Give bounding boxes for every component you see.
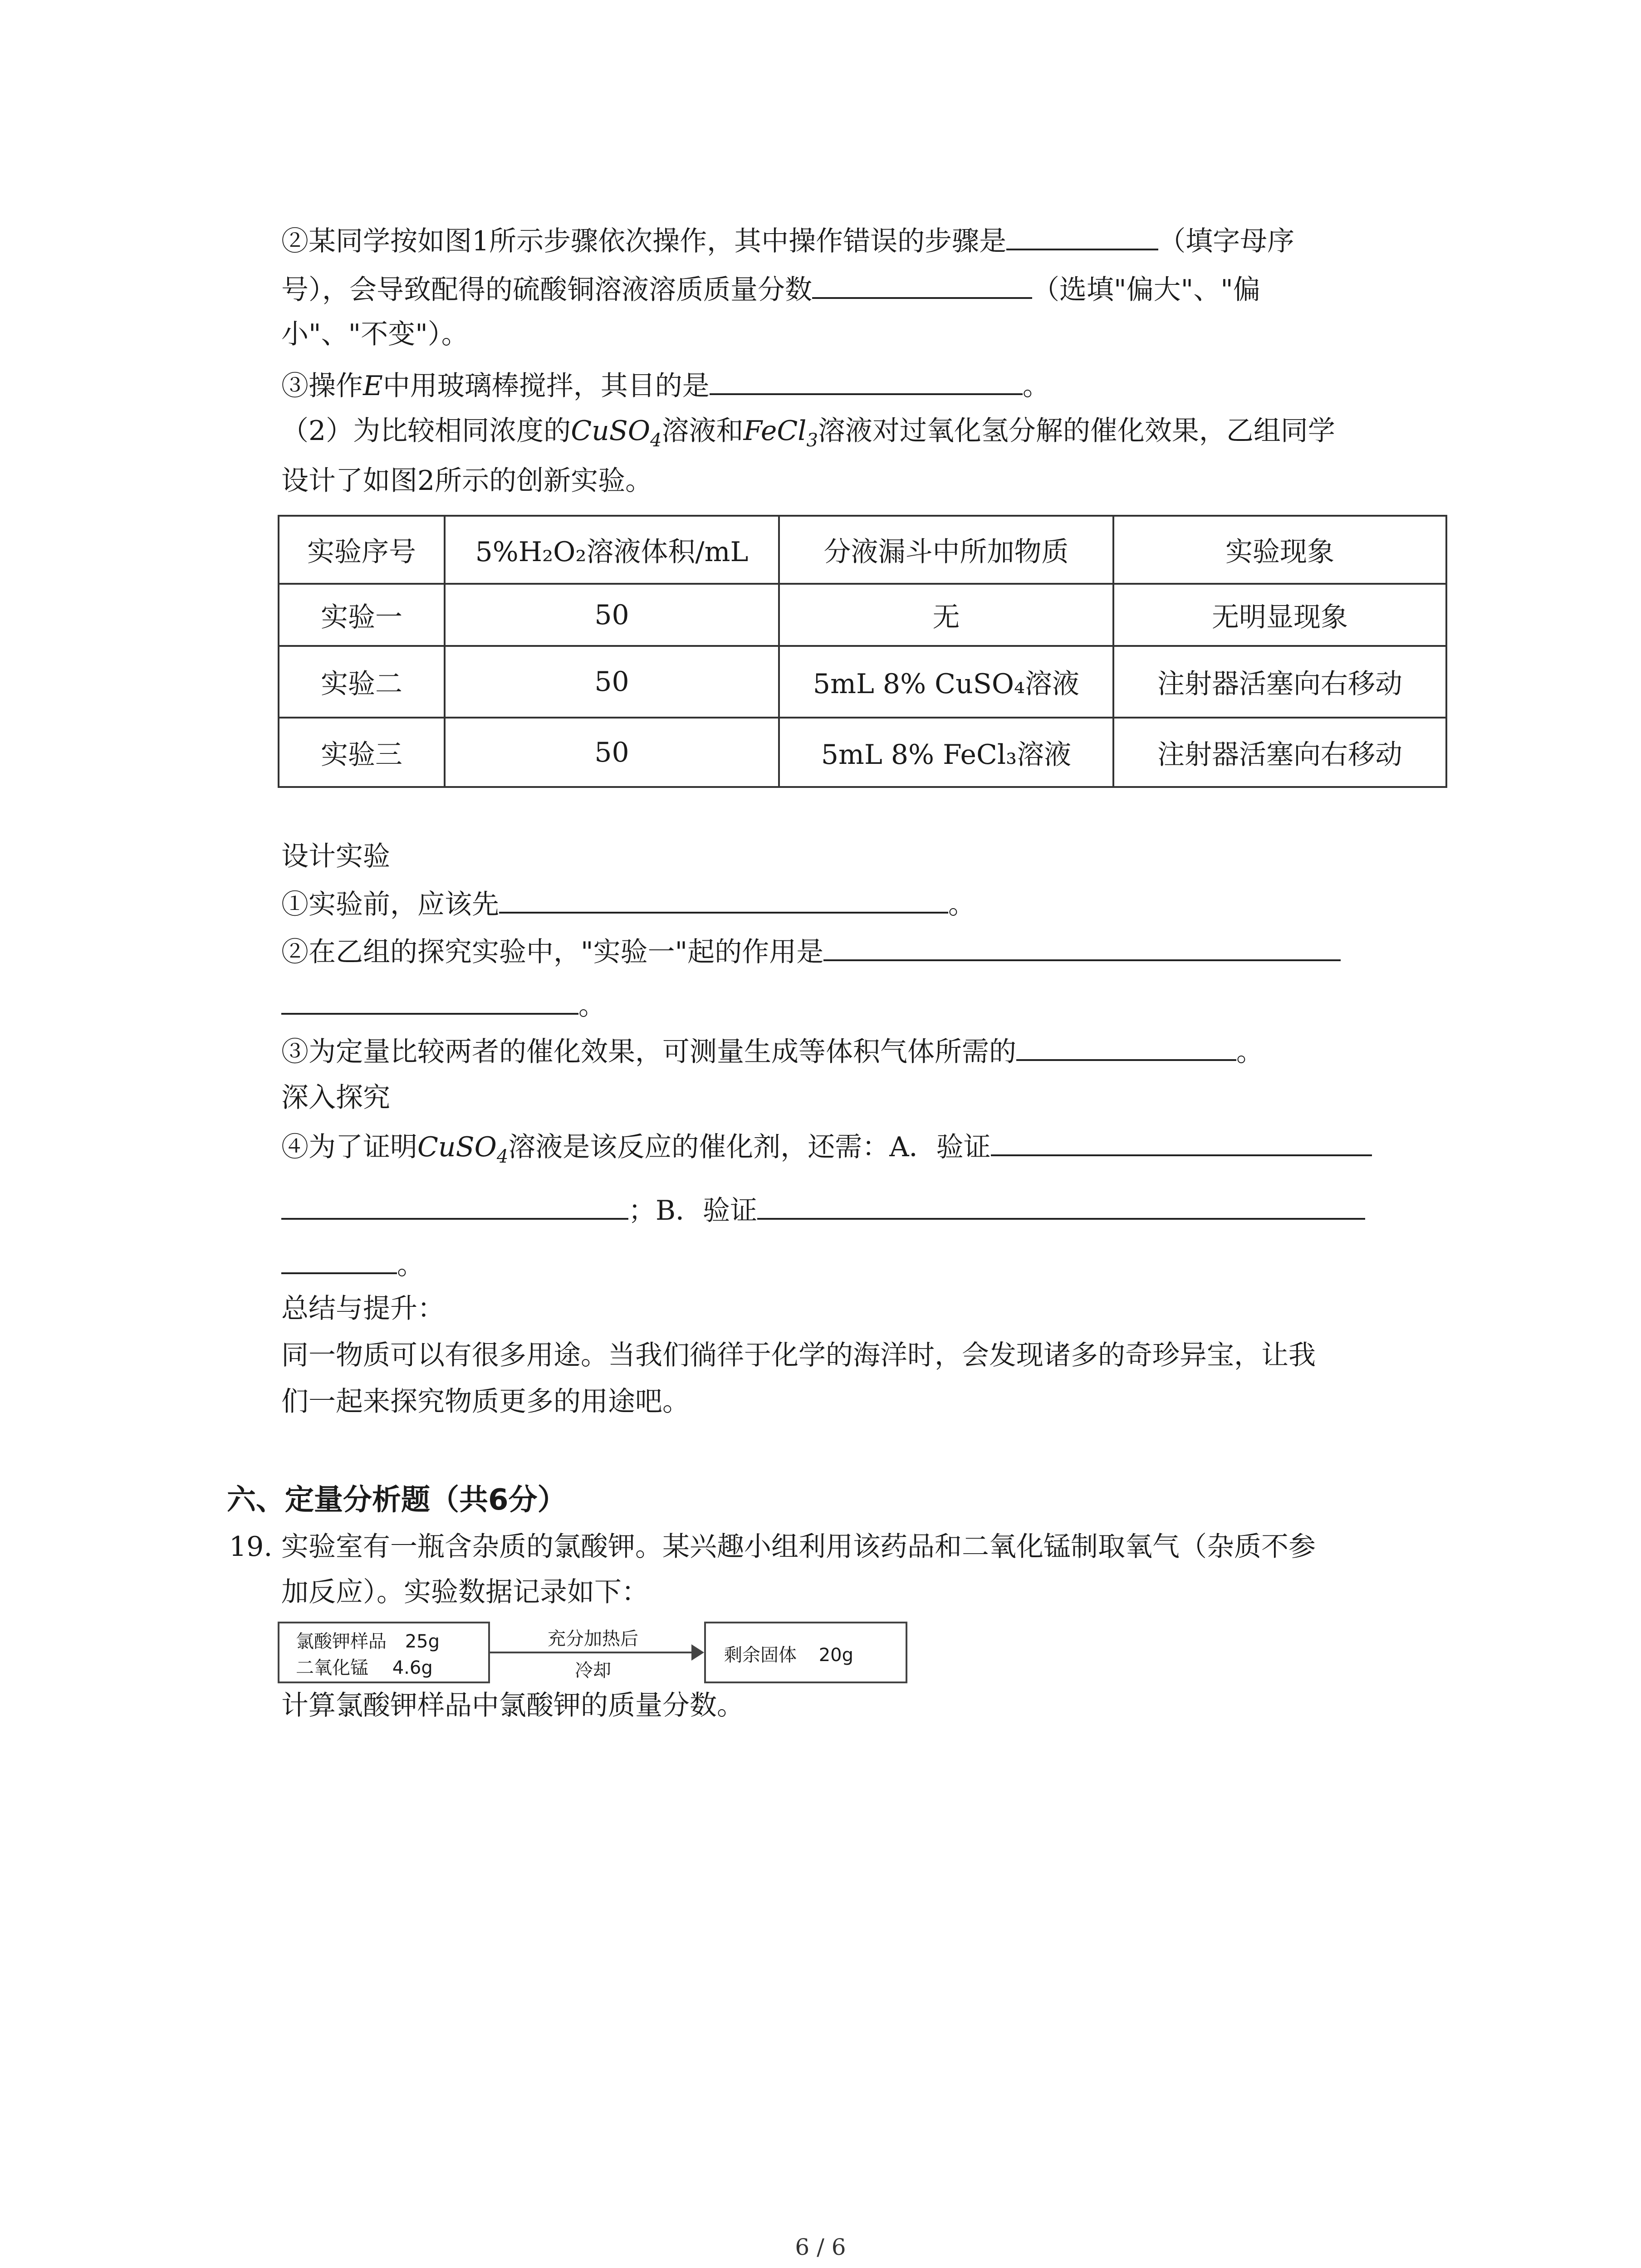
punctuation: ；: [628, 1195, 656, 1227]
paragraph-text: 同一物质可以有很多用途。当我们徜徉于化学的海洋时，会发现诸多的奇珍异宝，让我: [281, 1339, 1316, 1371]
condition-top: 充分加热后: [548, 1628, 638, 1649]
question-text: ③操作: [281, 370, 363, 402]
question-text: 溶液和: [661, 415, 744, 447]
question-text: 溶液是该反应的催化剂，还需：: [508, 1131, 890, 1163]
condition-bottom: 冷却: [575, 1660, 611, 1681]
output-label: 剩余固体: [724, 1645, 797, 1666]
punctuation: 。: [1022, 370, 1050, 402]
table-cell: 50: [445, 584, 779, 646]
experiment-table: [278, 515, 1447, 788]
table-cell: 实验三: [279, 718, 445, 787]
formula-fecl3: FeCl$_3$: [743, 415, 818, 451]
answer-blank[interactable]: [281, 1191, 628, 1220]
table-cell: 注射器活塞向右移动: [1113, 718, 1446, 787]
table-header-cell: 5%H₂O₂溶液体积/mL: [445, 516, 779, 584]
table-cell: 5mL 8% CuSO₄溶液: [779, 646, 1113, 718]
question-text: 小"、"不变"）。: [281, 318, 469, 350]
table-row: [279, 646, 1446, 718]
section-heading: 深入探究: [281, 1082, 390, 1114]
question-2-line-2: [281, 270, 1260, 308]
experiment-data-flow: [278, 1622, 904, 1685]
input-value: 4.6g: [392, 1657, 433, 1678]
option-a-label: A．验证: [889, 1131, 991, 1163]
table-cell: 无: [779, 584, 1113, 646]
table-cell: 注射器活塞向右移动: [1113, 646, 1446, 718]
deep-heading: [281, 1080, 390, 1116]
summary-heading: [281, 1290, 445, 1327]
question-text: ③为定量比较两者的催化效果，可测量生成等体积气体所需的: [281, 1036, 1016, 1068]
deep-question-4-end: [281, 1245, 424, 1283]
question-text: 中用玻璃棒搅拌，其目的是: [382, 370, 710, 402]
question-2-line-3: [281, 316, 469, 352]
input-value: 25g: [405, 1631, 440, 1652]
question-text: （2）为比较相同浓度的: [281, 415, 571, 447]
section-heading: 总结与提升：: [281, 1293, 445, 1325]
question-text: 实验室有一瓶含杂质的氯酸钾。某兴趣小组利用该药品和二氧化锰制取氧气（杂质不参: [281, 1531, 1316, 1563]
question-text: 溶液对过氧化氢分解的催化效果，乙组同学: [818, 415, 1335, 447]
question-text: ④为了证明: [281, 1131, 417, 1163]
question-2-line-1: [281, 221, 1294, 259]
punctuation: 。: [1236, 1036, 1264, 1068]
input-label: 二氧化锰: [296, 1657, 368, 1678]
question-text: ①实验前，应该先: [281, 889, 499, 920]
answer-blank[interactable]: [1016, 1032, 1236, 1061]
punctuation: 。: [948, 889, 975, 920]
design-question-2: [281, 932, 1341, 970]
design-question-2-cont: [281, 986, 606, 1024]
punctuation: 。: [397, 1249, 424, 1281]
table-cell: 5mL 8% FeCl₃溶液: [779, 718, 1113, 787]
table-header-cell: 实验现象: [1113, 516, 1446, 584]
design-question-3: [281, 1032, 1264, 1070]
table-cell: 实验一: [279, 584, 445, 646]
question-text: 设计了如图2所示的创新实验。: [281, 465, 653, 497]
deep-question-4: [281, 1127, 1372, 1165]
question-text: ②在乙组的探究实验中，"实验一"起的作用是: [281, 936, 824, 968]
page-number: 6 / 6: [795, 2234, 846, 2260]
input-label: 氯酸钾样品: [296, 1631, 387, 1652]
option-b-label: B．验证: [656, 1195, 758, 1227]
question-3-line: [281, 366, 1050, 404]
answer-blank[interactable]: [757, 1191, 1365, 1220]
question-text: ②某同学按如图1所示步骤依次操作，其中操作错误的步骤是: [281, 225, 1007, 257]
summary-line-1: [281, 1337, 1316, 1374]
table-row: [279, 584, 1446, 646]
answer-blank[interactable]: [281, 1245, 397, 1274]
input-row: [296, 1627, 440, 1653]
summary-line-2: [281, 1383, 690, 1420]
question-text: 号），会导致配得的硫酸铜溶液溶质质量分数: [281, 274, 812, 306]
table-cell: 无明显现象: [1113, 584, 1446, 646]
question-19-line-1: [281, 1529, 1316, 1565]
arrow-line: [488, 1652, 698, 1653]
question-text: （选填"偏大"、"偏: [1032, 274, 1260, 306]
punctuation: 。: [578, 990, 606, 1022]
output-box: [704, 1622, 907, 1683]
answer-blank[interactable]: [812, 270, 1032, 299]
question-text: （填字母序: [1158, 225, 1295, 257]
table-cell: 50: [445, 718, 779, 787]
formula-cuso4: CuSO$_4$: [571, 415, 662, 451]
section-6-title: 六、定量分析题（共6分）: [227, 1483, 567, 1517]
table-cell: 50: [445, 646, 779, 718]
output-row: [724, 1641, 853, 1667]
output-value: 20g: [818, 1645, 854, 1666]
input-box: [278, 1622, 490, 1683]
formula-cuso4: CuSO$_4$: [417, 1131, 509, 1167]
design-question-1: [281, 885, 975, 923]
part-2-line-1: [281, 413, 1335, 449]
deep-question-4-cont: [281, 1191, 1365, 1229]
answer-blank[interactable]: [281, 986, 578, 1015]
design-heading: [281, 838, 390, 875]
table-row: [279, 718, 1446, 787]
table-cell: 实验二: [279, 646, 445, 718]
input-row: [296, 1653, 433, 1679]
question-text: 计算氯酸钾样品中氯酸钾的质量分数。: [281, 1690, 744, 1721]
table-header-cell: 实验序号: [279, 516, 445, 584]
table-header-cell: 分液漏斗中所加物质: [779, 516, 1113, 584]
answer-blank[interactable]: [710, 366, 1023, 395]
question-19-task: [281, 1687, 744, 1724]
table-header-row: [279, 516, 1446, 584]
question-text: 加反应）。实验数据记录如下：: [281, 1576, 649, 1608]
paragraph-text: 们一起来探究物质更多的用途吧。: [281, 1386, 690, 1418]
part-2-line-2: [281, 463, 652, 499]
answer-blank[interactable]: [499, 885, 948, 914]
answer-blank[interactable]: [991, 1127, 1372, 1156]
question-number: 19.: [229, 1531, 273, 1563]
variable-e: E: [363, 370, 383, 402]
question-19-line-2: [281, 1574, 649, 1610]
answer-blank[interactable]: [1006, 221, 1158, 250]
section-heading: 设计实验: [281, 841, 390, 872]
answer-blank[interactable]: [823, 932, 1341, 961]
